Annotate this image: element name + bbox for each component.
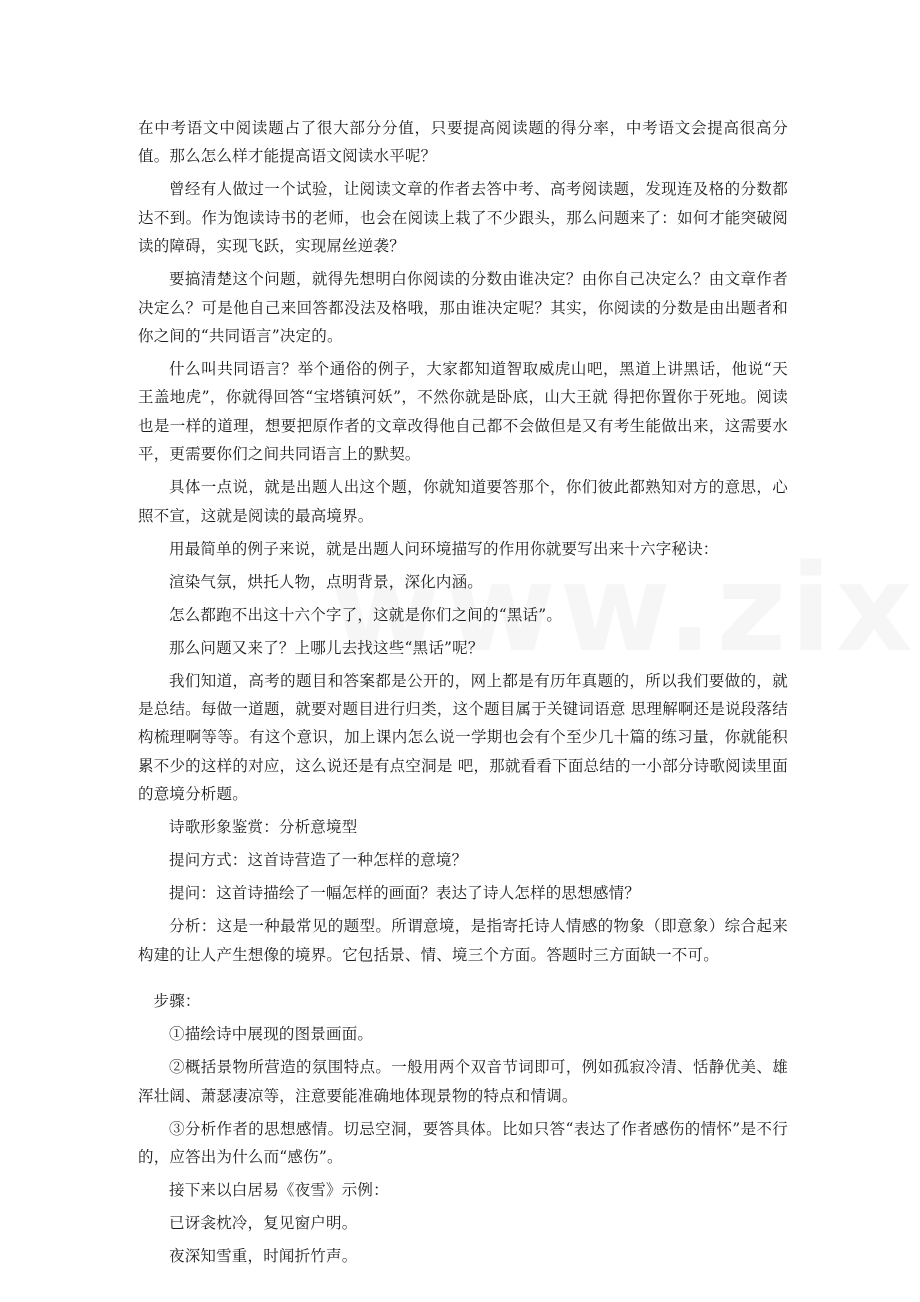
paragraph-step-1: ①描绘诗中展现的图景画面。 <box>169 1025 374 1044</box>
paragraph-question: 提问：这首诗描绘了一幅怎样的画面？表达了诗人怎样的思想感情？ <box>169 884 641 903</box>
paragraph-step-2: ②概括景物所营造的氛围特点。一般用两个双音节词即可，例如孤寂冷清、恬静优美、雄浑壮阔、萧瑟凄凉等，注意要能准确地体现景物的特点和情调。 <box>138 1058 788 1105</box>
paragraph-experiment: 曾经有人做过一个试验，让阅读文章的作者去答中考、高考阅读题，发现连及格的分数都达不到。作为饱读诗书的老师，也会在阅读上栽了不少跟头，那么问题来了：如何才能突破阅读的障碍，实现飞跃，实现屌丝逆袭？ <box>138 180 788 256</box>
paragraph-common-language: 什么叫共同语言？举个通俗的例子，大家都知道智取威虎山吧，黑道上讲黑话，他说“天王盖地虎”，你就得回答“宝塔镇河妖”，不然你就是卧底，山大王就 得把你置你于死地。阅读也是一样的道理，想要把原作者的文章改得他自己都不会做但是又有考生能做出来，这需要水平，更需要你们之间共同语言上的默契。 <box>138 360 788 464</box>
paragraph-slang: 怎么都跑不出这十六个字了，这就是你们之间的“黑话”。 <box>169 605 563 624</box>
paragraph-intro: 在中考语文中阅读题占了很大部分分值，只要提高阅读题的得分率，中考语文会提高很高分值。那么怎么样才能提高语文阅读水平呢？ <box>138 119 788 166</box>
paragraph-step-3: ③分析作者的思想感情。切忌空洞，要答具体。比如只答“表达了作者感伤的情怀”是不行的，应答出为什么而“感伤”。 <box>138 1119 788 1166</box>
paragraph-specific: 具体一点说，就是出题人出这个题，你就知道要答那个，你们彼此都熟知对方的意思，心照不宣，这就是阅读的最高境界。 <box>138 478 788 525</box>
paragraph-summary: 我们知道，高考的题目和答案都是公开的，网上都是有历年真题的，所以我们要做的，就是总结。每做一道题，就要对题目进行归类，这个题目属于关键词语意 思理解啊还是说段落结构梳理啊等等。有这个意识，加上课内怎么说一学期也会有个至少几十篇的练习量，你就能积累不少的这样的对应，这么说还是有点空洞是 吧，那就看看下面总结的一小部分诗歌阅读里面的意境分析题。 <box>138 671 788 804</box>
paragraph-question-style: 提问方式：这首诗营造了一种怎样的意境？ <box>169 851 468 870</box>
paragraph-poem-intro: 接下来以白居易《夜雪》示例： <box>169 1180 389 1199</box>
article-body <box>138 114 788 1275</box>
poem-line-2: 夜深知雪重，时闻折竹声。 <box>169 1246 358 1265</box>
paragraph-poem-appreciation: 诗歌形象鉴赏：分析意境型 <box>169 818 358 837</box>
paragraph-steps-heading: 步骤： <box>153 992 201 1011</box>
paragraph-example: 用最简单的例子来说，就是出题人问环境描写的作用你就要写出来十六字秘诀： <box>169 539 719 558</box>
paragraph-analysis: 分析：这是一种最常见的题型。所谓意境，是指寄托诗人情感的物象（即意象）综合起来构建的让人产生想像的境界。它包括景、情、境三个方面。答题时三方面缺一不可。 <box>138 917 788 964</box>
paragraph-sixteen-words: 渲染气氛，烘托人物，点明背景，深化内涵。 <box>169 572 484 591</box>
paragraph-who-decides: 要搞清楚这个问题，就得先想明白你阅读的分数由谁决定？由你自己决定么？由文章作者决定么？可是他自己来回答都没法及格哦，那由谁决定呢？其实，你阅读的分数是由出题者和你之间的“共同语言”决定的。 <box>138 270 788 346</box>
paragraph-where: 那么问题又来了？上哪儿去找这些“黑话”呢？ <box>169 638 484 657</box>
poem-line-1: 已讶衾枕冷，复见窗户明。 <box>169 1213 358 1232</box>
